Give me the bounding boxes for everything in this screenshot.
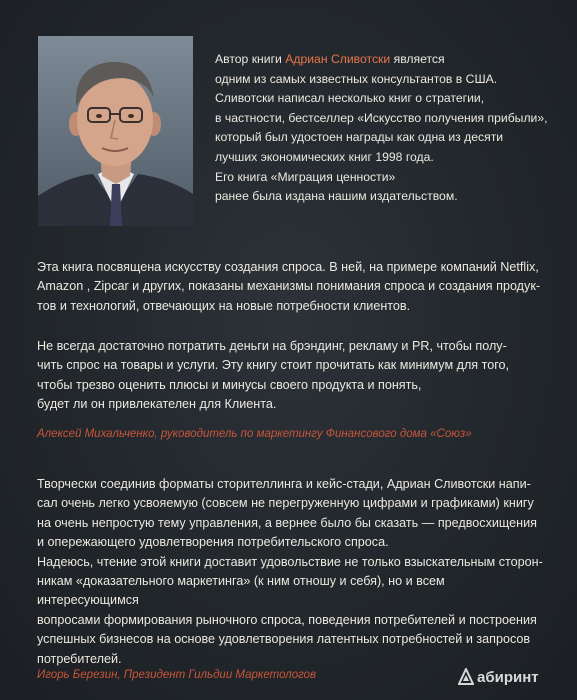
- review-2-line-8: успешных бизнесов на основе удовлетворения латентных потребностей и запросов: [37, 632, 531, 647]
- bio-line-8: ранее была издана нашим издательством.: [215, 189, 458, 204]
- review-1-line-2: чить спрос на товары и услуги. Эту книгу стоит прочитать как минимум для того,: [37, 358, 510, 373]
- bio-line-4: в частности, бестселлер «Искусство получения прибыли»,: [215, 110, 548, 125]
- review-2-line-5: Надеюсь, чтение этой книги доставит удовольствие не только взыскательным сторон-: [37, 554, 543, 569]
- bio-line-7: Его книга «Миграция ценности»: [215, 169, 396, 184]
- author-portrait-image: [38, 36, 193, 226]
- review-2-line-3: на очень непростую тему управления, а вернее было бы сказать — предвосхищения: [37, 515, 537, 530]
- bio-line-1: Автор книги Адриан Сливотски является: [215, 52, 445, 66]
- review-1: [37, 337, 547, 415]
- bio-line-5: который был удостоен награды как одна из десяти: [215, 130, 504, 145]
- labyrinth-logo-icon: [458, 668, 474, 686]
- author-bio: [215, 50, 560, 207]
- review-2-line-2: сал очень легко усвояемую (совсем не перегруженную цифрами и графиками) книгу: [37, 496, 534, 511]
- review-1-line-1: Не всегда достаточно потратить деньги на брэндинг, рекламу и PR, чтобы полу-: [37, 339, 507, 353]
- review-2-line-7: вопросами формирования рыночного спроса, поведения потребителей и построения: [37, 612, 537, 627]
- description-line-3: тов и технологий, отвечающих на новые потребности клиентов.: [37, 298, 411, 313]
- review-2-line-1: Творчески соединив форматы сторителлинга и кейс-стади, Адриан Сливотски напи-: [37, 477, 531, 491]
- description-line-2: Amazon , Zipcar и других, показаны механизмы понимания спроса и создания продук-: [37, 279, 541, 294]
- review-1-attribution: Алексей Михальченко, руководитель по маркетингу Финансового дома «Союз»: [37, 428, 472, 440]
- author-photo: [38, 36, 193, 226]
- review-2-attribution: Игорь Березин, Президент Гильдии Маркетологов: [37, 669, 317, 681]
- book-description: [37, 258, 547, 316]
- logo-text: абиринт: [477, 668, 539, 686]
- review-2-line-6: никам «доказательного маркетинга» (к ним отношу и себя), но и всем интересующимся: [37, 574, 445, 608]
- labyrinth-logo: [458, 668, 539, 686]
- bio-line-6: лучших экономических книг 1998 года.: [215, 149, 434, 164]
- review-2-line-9: потребителей.: [37, 651, 122, 666]
- bio-line-2: одним из самых известных консультантов в США.: [215, 71, 498, 86]
- review-1-line-4: будет ли он привлекателен для Клиента.: [37, 397, 277, 412]
- bio-line-3: Сливотски написал несколько книг о стратегии,: [215, 91, 485, 106]
- review-2-line-4: и опережающего удовлетворения потребительского спроса.: [37, 535, 389, 550]
- author-name: Адриан Сливотски: [285, 52, 391, 66]
- review-1-line-3: чтобы трезво оценить плюсы и минусы своего продукта и понять,: [37, 377, 422, 392]
- description-line-1: Эта книга посвящена искусству создания спроса. В ней, на примере компаний Netflix,: [37, 260, 539, 274]
- review-2: [37, 475, 547, 669]
